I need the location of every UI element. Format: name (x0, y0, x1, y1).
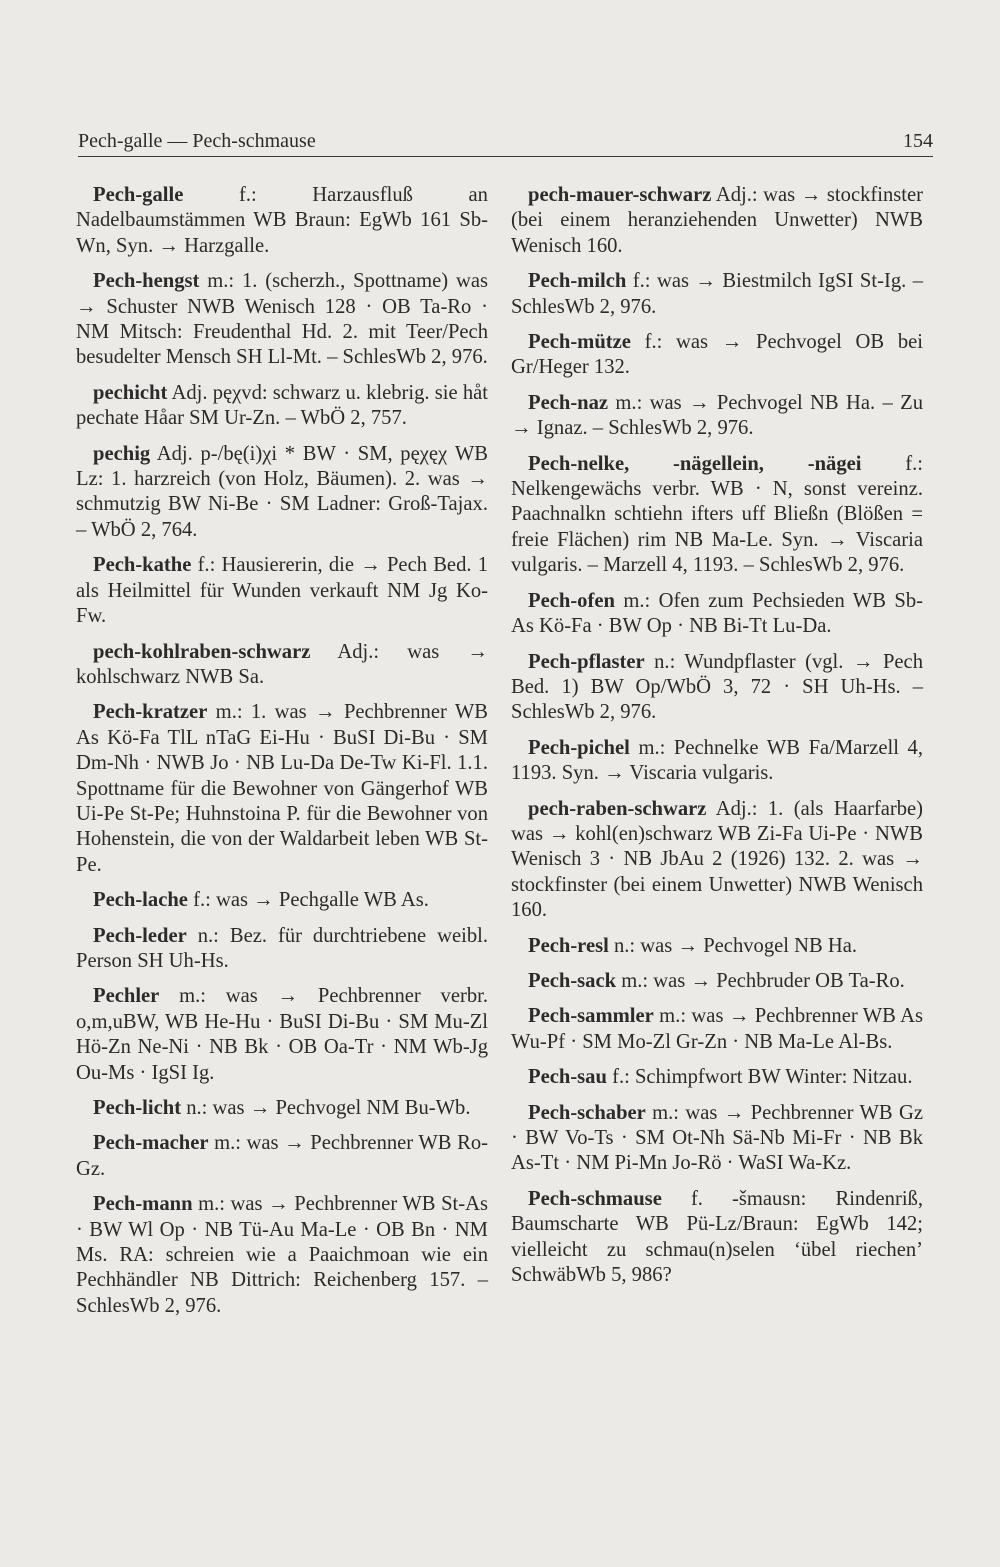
entry-headword: pech-kohlraben-schwarz (93, 640, 311, 663)
entry-definition: m.: Pechnelke WB Fa/Marzell 4, 1193. Syn. → Viscaria vulgaris. (511, 736, 923, 785)
dictionary-entry (76, 553, 488, 629)
entry-definition: Adj. pęχvd: schwarz u. klebrig. sie håt pechate Håar SM Ur-Zn. – WbÖ 2, 757. (76, 381, 489, 430)
entry-definition: n.: was → Pechvogel NB Ha. (613, 934, 858, 957)
entry-headword: Pech-kathe (93, 554, 192, 577)
dictionary-entry (511, 1065, 923, 1090)
dictionary-entry (511, 1101, 923, 1177)
entry-headword: Pech-schaber (528, 1101, 646, 1124)
entry-headword: Pech-mütze (528, 331, 631, 354)
running-head (78, 128, 933, 154)
entry-headword: Pechler (93, 985, 160, 1008)
entry-headword: Pech-sammler (528, 1005, 654, 1028)
dictionary-entry (76, 1096, 488, 1121)
entry-definition: Adj. p-/bę(i)χi * BW · SM, pęχęχ WB Lz: 1. harzreich (von Holz, Bäumen). 2. was → schmutzig BW Ni-Be · SM Ladner: Groß-Tajax. – WbÖ 2, 764. (76, 442, 489, 541)
dictionary-entry (511, 797, 923, 924)
entry-definition: f.: Hausiererin, die → Pech Bed. 1 als Heilmittel für Wunden verkauft NM Jg Ko-Fw. (76, 554, 488, 628)
entry-headword: Pech-leder (93, 924, 187, 947)
entry-definition: m.: Ofen zum Pechsieden WB Sb-As Kö-Fa · BW Op · NB Bi-Tt Lu-Da. (511, 589, 923, 638)
entry-headword: pechicht (93, 381, 168, 404)
running-title: Pech-galle — Pech-schmause (78, 130, 316, 152)
right-column (511, 183, 923, 1298)
entry-headword: pechig (93, 442, 151, 465)
entry-headword: Pech-licht (93, 1097, 182, 1119)
entry-headword: pech-mauer-schwarz (528, 184, 712, 206)
dictionary-entry (511, 1187, 923, 1289)
entry-definition: m.: was → Pechbrenner WB As Wu-Pf · SM Mo-Zl Gr-Zn · NB Ma-Le Al-Bs. (511, 1005, 923, 1053)
dictionary-entry (76, 924, 488, 975)
dictionary-entry (511, 452, 923, 579)
entry-definition: f.: Schimpfwort BW Winter: Nitzau. (612, 1066, 913, 1089)
entry-definition: f.: was → Pechvogel OB bei Gr/Heger 132. (511, 331, 923, 379)
dictionary-entry (76, 700, 488, 878)
entry-headword: pech-raben-schwarz (528, 797, 707, 820)
entry-definition: m.: was → Pechbrenner WB St-As · BW Wl Op · NB Tü-Au Ma-Le · OB Bn · NM Ms. RA: schreien wie a Paaichmoan wie ein Pechhändler NB Dittrich: Reichenberg 157. – SchlesWb 2, 976. (76, 1193, 489, 1317)
entry-definition: Adj.: was → stockfinster (bei einem heranziehenden Unwetter) NWB Wenisch 160. (511, 184, 923, 257)
entry-headword: Pech-ofen (528, 589, 615, 612)
entry-headword: Pech-kratzer (93, 701, 208, 724)
entry-definition: m.: 1. (scherzh., Spottname) was → Schuster NWB Wenisch 128 · OB Ta-Ro · NM Mitsch: Freudenthal Hd. 2. mit Teer/Pech besudelter Mensch SH Ll-Mt. – SchlesWb 2, 976. (76, 270, 488, 369)
entry-headword: Pech-sau (528, 1066, 607, 1089)
page-number: 154 (903, 130, 933, 152)
dictionary-entry (511, 934, 923, 959)
entry-definition: n.: was → Pechvogel NM Bu-Wb. (186, 1097, 471, 1119)
entry-definition: f.: Nelkengewächs verbr. WB · N, sonst vereinz. Paachnalkn schtiehn ifters uff Bließn (Blößen = freie Flächen) rim NB Ma-Le. Syn. → Viscaria vulgaris. – Marzell 4, 1193. – SchlesWb 2, 976. (511, 452, 924, 577)
entry-definition: f.: was → Biestmilch IgSI St-Ig. – SchlesWb 2, 976. (511, 270, 923, 318)
entry-definition: n.: Wundpflaster (vgl. → Pech Bed. 1) BW Op/WbÖ 3, 72 · SH Uh-Hs. – SchlesWb 2, 976. (511, 650, 923, 724)
dictionary-entry (511, 650, 923, 726)
dictionary-entry (76, 888, 488, 913)
dictionary-entry (76, 640, 488, 691)
dictionary-entry (76, 269, 488, 371)
dictionary-entry (76, 1131, 488, 1182)
entry-headword: Pech-pflaster (528, 650, 645, 673)
entry-definition: m.: was → Pechbrenner WB Gz · BW Vo-Ts · SM Ot-Nh Sä-Nb Mi-Fr · NB Bk As-Tt · NM Pi-Mn Jo-Rö · WaSI Wa-Kz. (511, 1101, 923, 1175)
entry-definition: Adj.: was → kohlschwarz NWB Sa. (76, 640, 489, 688)
entry-definition: f. -šmausn: Rindenriß, Baumscharte WB Pü-Lz/Braun: EgWb 142; vielleicht zu schmau(n)selen ‘übel riechen’ SchwäbWb 5, 986? (511, 1187, 923, 1287)
dictionary-entry (76, 183, 488, 259)
dictionary-entry (76, 1192, 488, 1319)
entry-definition: m.: was → Pechbrenner verbr. o,m,uBW, WB He-Hu · BuSI Di-Bu · SM Mu-Zl Hö-Zn Ne-Ni · NB Bk · OB Oa-Tr · NM Wb-Jg Ou-Ms · IgSI Ig. (76, 985, 489, 1084)
entry-headword: Pech-galle (93, 184, 184, 206)
dictionary-entry (76, 381, 488, 432)
dictionary-entry (76, 442, 488, 544)
dictionary-entry (511, 330, 923, 381)
entry-definition: Adj.: 1. (als Haarfarbe) was → kohl(en)schwarz WB Zi-Fa Ui-Pe · NWB Wenisch 3 · NB JbAu 2 (1926) 132. 2. was → stockfinster (bei einem Unwetter) NWB Wenisch 160. (511, 797, 923, 922)
dictionary-entry (511, 269, 923, 320)
dictionary-entry (511, 183, 923, 259)
entry-headword: Pech-lache (93, 889, 188, 912)
dictionary-entry (511, 1004, 923, 1055)
dictionary-entry (511, 736, 923, 787)
entry-definition: m.: was → Pechbruder OB Ta-Ro. (621, 969, 905, 992)
dictionary-entry (511, 589, 923, 640)
entry-headword: Pech-resl (528, 934, 609, 957)
entry-definition: m.: was → Pechbrenner WB Ro-Gz. (76, 1132, 488, 1180)
entry-headword: Pech-nelke, -nägellein, -nägei (528, 452, 862, 475)
entry-headword: Pech-milch (528, 270, 627, 293)
header-rule (78, 156, 933, 157)
entry-definition: f.: Harzausfluß an Nadelbaumstämmen WB Braun: EgWb 161 Sb-Wn, Syn. → Harzgalle. (76, 184, 488, 257)
dictionary-entry (511, 969, 923, 994)
entry-headword: Pech-schmause (528, 1187, 662, 1210)
dictionary-entry (511, 391, 923, 442)
entry-definition: n.: Bez. für durchtriebene weibl. Person SH Uh-Hs. (76, 924, 488, 972)
entry-headword: Pech-mann (93, 1193, 193, 1216)
entry-headword: Pech-sack (528, 969, 617, 992)
entry-definition: f.: was → Pechgalle WB As. (193, 889, 429, 912)
entry-definition: m.: 1. was → Pechbrenner WB As Kö-Fa TlL nTaG Ei-Hu · BuSI Di-Bu · SM Dm-Nh · NWB Jo · NB Lu-Da De-Tw Ki-Fl. 1.1. Spottname für die Bewohner von Gängerhof WB Ui-Pe St-Pe; Huhnstoina P. für die Bewohner von Hohenstein, die von der Waldarbeit leben WB St-Pe. (76, 701, 488, 876)
entry-definition: m.: was → Pechvogel NB Ha. – Zu → Ignaz. – SchlesWb 2, 976. (511, 391, 923, 440)
entry-headword: Pech-hengst (93, 270, 200, 293)
dictionary-entry (76, 984, 488, 1086)
entry-headword: Pech-pichel (528, 736, 630, 759)
entry-headword: Pech-naz (528, 391, 609, 414)
entry-headword: Pech-macher (93, 1132, 209, 1155)
left-column (76, 183, 488, 1329)
